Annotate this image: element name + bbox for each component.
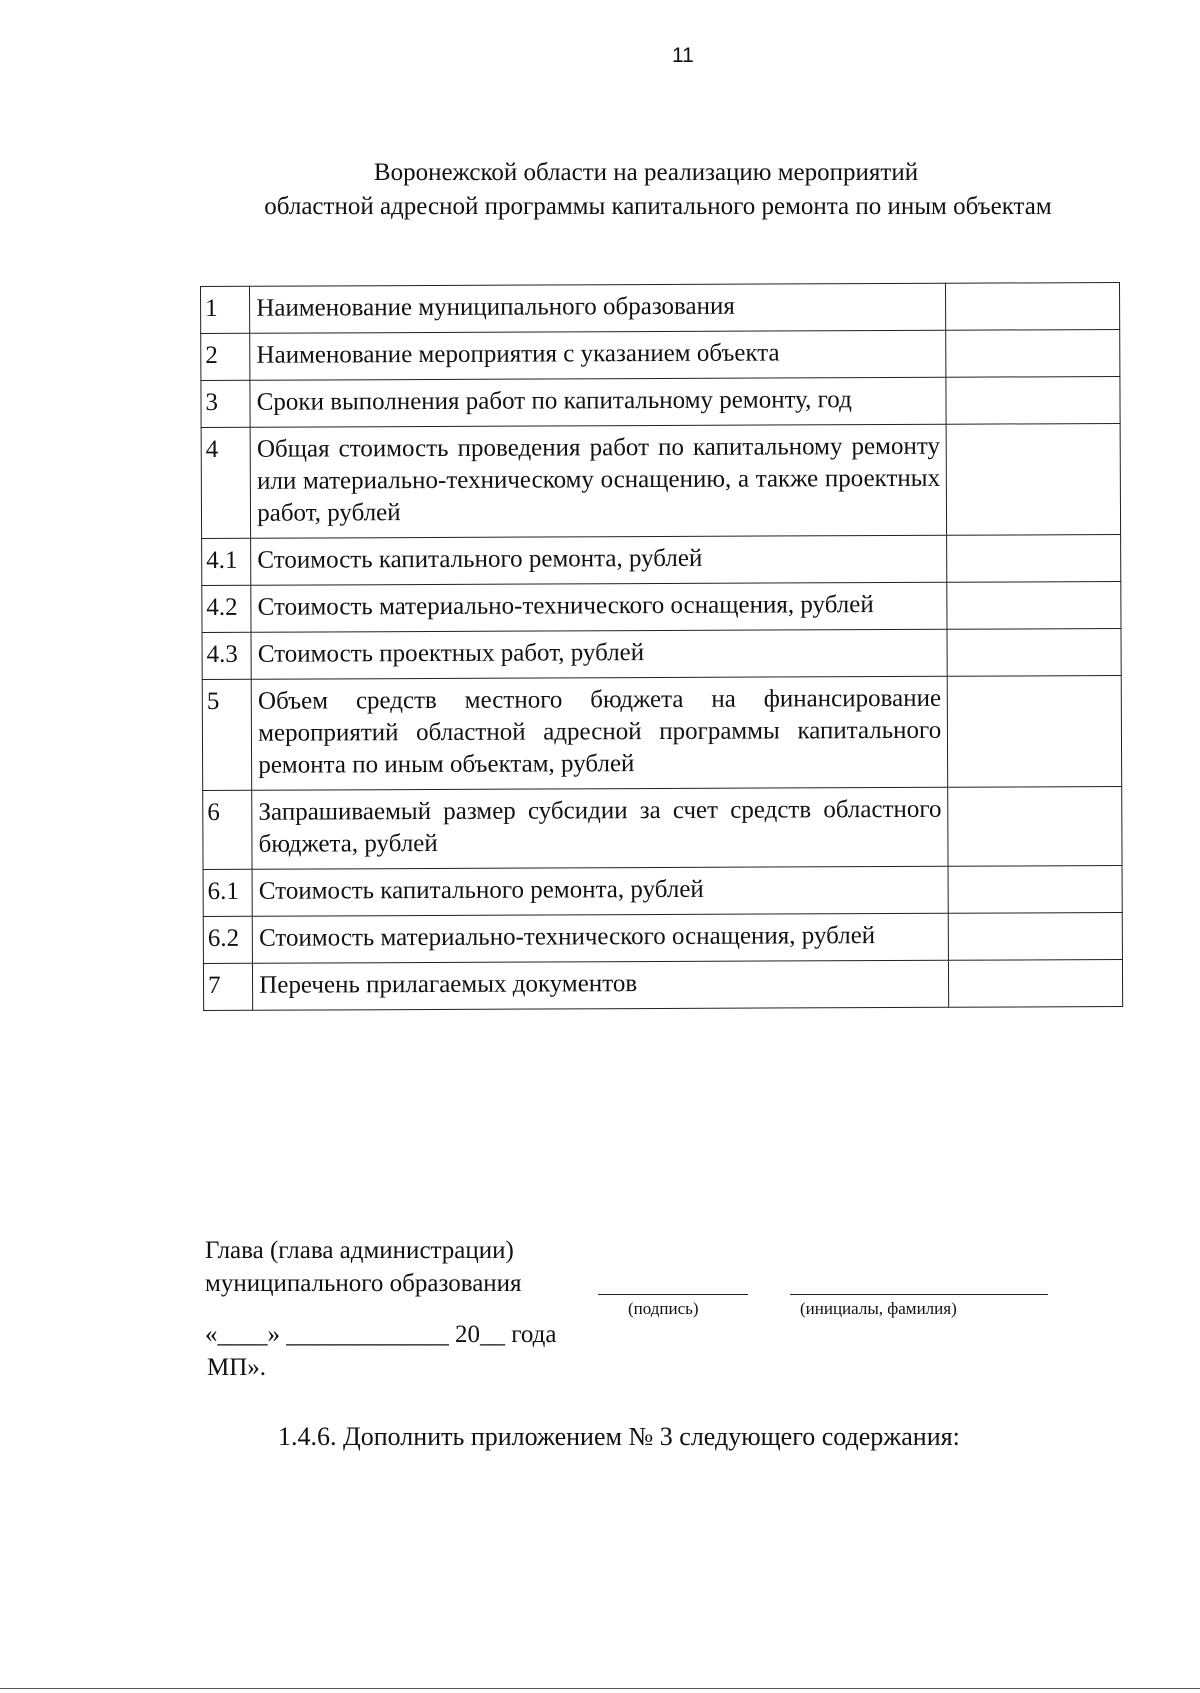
stamp-place-label: МП».: [207, 1354, 267, 1381]
row-value-cell: [946, 329, 1120, 377]
row-number: 4.3: [202, 632, 251, 679]
heading-line-2: областной адресной программы капитального ремонта по иным объектам: [264, 193, 1052, 220]
row-description: Стоимость капитального ремонта, рублей: [252, 866, 948, 916]
row-number: 1: [201, 286, 250, 333]
name-line: [790, 1294, 1048, 1295]
page-number: 11: [672, 44, 694, 67]
table-row: [203, 959, 1122, 1010]
row-value-cell: [946, 376, 1120, 424]
table-row: [201, 282, 1120, 333]
row-number: 7: [203, 963, 252, 1010]
row-description: Стоимость капитального ремонта, рублей: [251, 535, 947, 585]
clause-text: 1.4.6. Дополнить приложением № 3 следующего содержания:: [278, 1422, 960, 1451]
row-description: Стоимость материально-технического оснащения, рублей: [252, 913, 948, 963]
row-number: 2: [201, 333, 250, 380]
row-description: Стоимость проектных работ, рублей: [251, 629, 947, 679]
table-row: [202, 581, 1121, 632]
table-row: [202, 534, 1121, 585]
row-description: Наименование мероприятия с указанием объекта: [250, 330, 946, 380]
row-number: 4: [201, 427, 251, 538]
row-value-cell: [947, 675, 1121, 787]
signature-title-line-1: Глава (глава администрации): [205, 1237, 514, 1264]
row-value-cell: [947, 581, 1121, 629]
signature-title-line-2: муниципального образования: [205, 1270, 522, 1297]
row-description: Сроки выполнения работ по капитальному ремонту, год: [250, 377, 946, 427]
row-value-cell: [948, 912, 1122, 960]
row-description: Запрашиваемый размер субсидии за счет средств областного бюджета, рублей: [252, 787, 948, 869]
row-number: 6: [203, 790, 253, 869]
row-description: Перечень прилагаемых документов: [253, 960, 949, 1010]
row-number: 6.2: [203, 916, 252, 963]
signature-line: [598, 1294, 748, 1295]
form-table-body: [201, 282, 1123, 1010]
heading-line-1: Воронежской области на реализацию мероприятий: [373, 159, 919, 186]
row-description: Наименование муниципального образования: [250, 283, 946, 333]
row-number: 4.1: [202, 538, 251, 585]
row-value-cell: [946, 423, 1120, 535]
page-bottom-edge: [0, 1688, 1200, 1689]
row-description: Объем средств местного бюджета на финансирование мероприятий областной адресной программы капитального ремонта по иным объектам, рублей: [251, 676, 947, 790]
signature-caption: (подпись): [628, 1299, 699, 1318]
row-value-cell: [948, 786, 1122, 866]
row-number: 3: [201, 380, 250, 427]
row-description: Стоимость материально-технического оснащения, рублей: [251, 582, 947, 632]
row-number: 4.2: [202, 585, 251, 632]
table-row: [203, 912, 1122, 963]
document-heading: [200, 156, 1116, 224]
table-row: [203, 865, 1122, 916]
table-row: [202, 628, 1121, 679]
name-caption: (инициалы, фамилия): [800, 1299, 957, 1318]
row-value-cell: [947, 534, 1121, 582]
application-form-table: [200, 282, 1123, 1011]
table-row: [201, 423, 1120, 538]
row-value-cell: [946, 282, 1120, 330]
row-value-cell: [949, 959, 1123, 1007]
date-line: «____» _____________ 20__ года: [205, 1321, 557, 1348]
row-number: 6.1: [203, 869, 252, 916]
row-number: 5: [202, 679, 252, 790]
table-row: [203, 786, 1122, 869]
row-description: Общая стоимость проведения работ по капитальному ремонту или материально-техническому оснащению, а также проектных работ, рублей: [250, 424, 946, 538]
table-row: [201, 376, 1120, 427]
row-value-cell: [947, 628, 1121, 676]
signature-block: [205, 1234, 1105, 1300]
table-row: [202, 675, 1121, 790]
table-row: [201, 329, 1120, 380]
row-value-cell: [948, 865, 1122, 913]
